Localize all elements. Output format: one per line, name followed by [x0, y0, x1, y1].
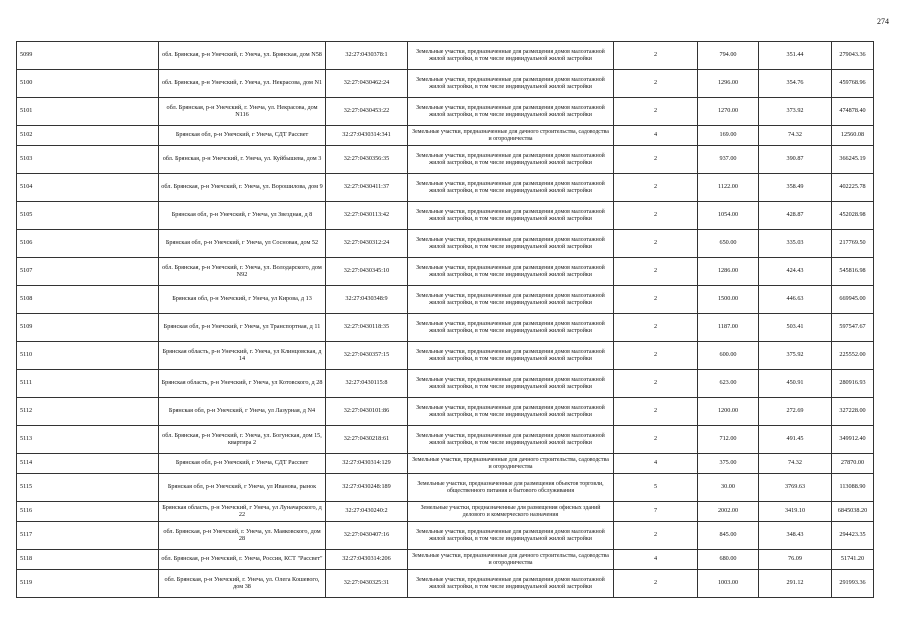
cadastral-number-cell: 32:27:0430314:341: [326, 126, 408, 146]
land-use-cell: Земельные участки, предназначенные для размещения домов малоэтажной жилой застройки, в том числе индивидуальной жилой застройки: [408, 258, 614, 286]
cadastral-number-cell: 32:27:0430314:206: [326, 550, 408, 570]
address-cell: обл. Брянская, р-н Унечский, г. Унеча, ул. Некрасова, дом N116: [159, 98, 326, 126]
land-use-cell: Земельные участки, предназначенные для размещения домов малоэтажной жилой застройки, в том числе индивидуальной жилой застройки: [408, 98, 614, 126]
specific-value-cell: 348.43: [759, 522, 832, 550]
area-cell: 1122.00: [698, 174, 759, 202]
address-cell: Брянская обл, р-н Унечский, г Унеча, ул Лазурная, д N4: [159, 398, 326, 426]
table-row: [17, 42, 874, 70]
specific-value-cell: 375.92: [759, 342, 832, 370]
land-use-cell: Земельные участки, предназначенные для размещения офисных зданий делового и коммерческого назначения: [408, 502, 614, 522]
group-cell: 2: [614, 370, 698, 398]
land-use-cell: Земельные участки, предназначенные для размещения домов малоэтажной жилой застройки, в том числе индивидуальной жилой застройки: [408, 174, 614, 202]
row-number-cell: 5116: [17, 502, 159, 522]
group-cell: 2: [614, 570, 698, 598]
area-cell: 1286.00: [698, 258, 759, 286]
group-cell: 2: [614, 342, 698, 370]
address-cell: обл. Брянская, р-н Унечский, г. Унеча, ул. Ворошилова, дом 9: [159, 174, 326, 202]
cadastral-number-cell: 32:27:0430115:8: [326, 370, 408, 398]
cadastral-value-cell: 51741.20: [832, 550, 874, 570]
land-use-cell: Земельные участки, предназначенные для размещения домов малоэтажной жилой застройки, в том числе индивидуальной жилой застройки: [408, 570, 614, 598]
cadastral-value-cell: 474878.40: [832, 98, 874, 126]
row-number-cell: 5104: [17, 174, 159, 202]
table-row: [17, 370, 874, 398]
cadastral-value-cell: 327228.00: [832, 398, 874, 426]
row-number-cell: 5102: [17, 126, 159, 146]
row-number-cell: 5105: [17, 202, 159, 230]
table-row: [17, 398, 874, 426]
table-row: [17, 474, 874, 502]
land-use-cell: Земельные участки, предназначенные для размещения объектов торговли, общественного питания и бытового обслуживания: [408, 474, 614, 502]
area-cell: 1296.00: [698, 70, 759, 98]
specific-value-cell: 450.91: [759, 370, 832, 398]
area-cell: 845.00: [698, 522, 759, 550]
group-cell: 2: [614, 146, 698, 174]
specific-value-cell: 272.69: [759, 398, 832, 426]
specific-value-cell: 424.43: [759, 258, 832, 286]
land-use-cell: Земельные участки, предназначенные для дачного строительства, садоводства и огородничества: [408, 126, 614, 146]
land-use-cell: Земельные участки, предназначенные для размещения домов малоэтажной жилой застройки, в том числе индивидуальной жилой застройки: [408, 398, 614, 426]
group-cell: 2: [614, 70, 698, 98]
specific-value-cell: 3419.10: [759, 502, 832, 522]
area-cell: 600.00: [698, 342, 759, 370]
row-number-cell: 5109: [17, 314, 159, 342]
specific-value-cell: 335.03: [759, 230, 832, 258]
specific-value-cell: 74.32: [759, 126, 832, 146]
cadastral-number-cell: 32:27:0430357:15: [326, 342, 408, 370]
cadastral-value-cell: 459768.96: [832, 70, 874, 98]
address-cell: Брянская обл, р-н Унечский, г Унеча, ул Сосновая, дом 52: [159, 230, 326, 258]
row-number-cell: 5110: [17, 342, 159, 370]
address-cell: обл. Брянская, р-н Унечский, г. Унеча, ул. Богунская, дом 15, квартира 2: [159, 426, 326, 454]
table-row: [17, 570, 874, 598]
specific-value-cell: 358.49: [759, 174, 832, 202]
land-use-cell: Земельные участки, предназначенные для дачного строительства, садоводства и огородничества: [408, 454, 614, 474]
address-cell: Брянская обл, р-н Унечский, г Унеча, СДТ Рассвет: [159, 454, 326, 474]
cadastral-value-cell: 669945.00: [832, 286, 874, 314]
area-cell: 794.00: [698, 42, 759, 70]
row-number-cell: 5112: [17, 398, 159, 426]
area-cell: 375.00: [698, 454, 759, 474]
cadastral-number-cell: 32:27:0430378:1: [326, 42, 408, 70]
address-cell: обл. Брянская, р-н Унечский, г. Унеча, ул. Некрасова, дом N1: [159, 70, 326, 98]
cadastral-value-cell: 279043.36: [832, 42, 874, 70]
table-row: [17, 426, 874, 454]
address-cell: обл. Брянская, р-н Унечский, г. Унеча, ул. Маяковского, дом 28: [159, 522, 326, 550]
cadastral-number-cell: 32:27:0430453:22: [326, 98, 408, 126]
table-row: [17, 314, 874, 342]
area-cell: 1054.00: [698, 202, 759, 230]
address-cell: обл. Брянская, р-н Унечский, г. Унеча, ул. Олега Кошевого, дом 38: [159, 570, 326, 598]
land-use-cell: Земельные участки, предназначенные для размещения домов малоэтажной жилой застройки, в том числе индивидуальной жилой застройки: [408, 230, 614, 258]
specific-value-cell: 3769.63: [759, 474, 832, 502]
cadastral-value-cell: 452028.98: [832, 202, 874, 230]
address-cell: обл. Брянская, р-н Унечский, г. Унеча, ул. Володарского, дом N92: [159, 258, 326, 286]
cadastral-value-cell: 113088.90: [832, 474, 874, 502]
group-cell: 2: [614, 258, 698, 286]
cadastral-number-cell: 32:27:0430314:129: [326, 454, 408, 474]
cadastral-number-cell: 32:27:0430345:10: [326, 258, 408, 286]
land-use-cell: Земельные участки, предназначенные для размещения домов малоэтажной жилой застройки, в том числе индивидуальной жилой застройки: [408, 522, 614, 550]
group-cell: 2: [614, 314, 698, 342]
specific-value-cell: 446.63: [759, 286, 832, 314]
cadastral-number-cell: 32:27:0430240:2: [326, 502, 408, 522]
cadastral-number-cell: 32:27:0430101:86: [326, 398, 408, 426]
cadastral-value-cell: 402225.78: [832, 174, 874, 202]
table-row: [17, 98, 874, 126]
cadastral-value-cell: 280916.93: [832, 370, 874, 398]
specific-value-cell: 491.45: [759, 426, 832, 454]
row-number-cell: 5119: [17, 570, 159, 598]
land-use-cell: Земельные участки, предназначенные для размещения домов малоэтажной жилой застройки, в том числе индивидуальной жилой застройки: [408, 342, 614, 370]
row-number-cell: 5100: [17, 70, 159, 98]
land-use-cell: Земельные участки, предназначенные для размещения домов малоэтажной жилой застройки, в том числе индивидуальной жилой застройки: [408, 314, 614, 342]
area-cell: 30.00: [698, 474, 759, 502]
specific-value-cell: 74.32: [759, 454, 832, 474]
row-number-cell: 5113: [17, 426, 159, 454]
table-row: [17, 258, 874, 286]
area-cell: 650.00: [698, 230, 759, 258]
land-use-cell: Земельные участки, предназначенные для размещения домов малоэтажной жилой застройки, в том числе индивидуальной жилой застройки: [408, 370, 614, 398]
address-cell: Брянская область, р-н Унечский, г Унеча, ул Котовского, д 28: [159, 370, 326, 398]
table-row: [17, 286, 874, 314]
specific-value-cell: 373.92: [759, 98, 832, 126]
group-cell: 2: [614, 98, 698, 126]
cadastral-value-cell: 294423.35: [832, 522, 874, 550]
page-number: 274: [877, 17, 889, 26]
group-cell: 2: [614, 174, 698, 202]
address-cell: Брянская область, р-н Унечский, г. Унеча, ул Клинцовская, д 14: [159, 342, 326, 370]
table-row: [17, 454, 874, 474]
table-row: [17, 202, 874, 230]
area-cell: 2002.00: [698, 502, 759, 522]
area-cell: 937.00: [698, 146, 759, 174]
table-row: [17, 342, 874, 370]
cadastral-number-cell: 32:27:0430356:35: [326, 146, 408, 174]
row-number-cell: 5118: [17, 550, 159, 570]
cadastral-number-cell: 32:27:0430325:31: [326, 570, 408, 598]
group-cell: 2: [614, 398, 698, 426]
area-cell: 1500.00: [698, 286, 759, 314]
row-number-cell: 5101: [17, 98, 159, 126]
row-number-cell: 5103: [17, 146, 159, 174]
cadastral-value-cell: 27870.00: [832, 454, 874, 474]
land-valuation-table: [16, 41, 874, 598]
specific-value-cell: 291.12: [759, 570, 832, 598]
table-row: [17, 126, 874, 146]
row-number-cell: 5115: [17, 474, 159, 502]
land-use-cell: Земельные участки, предназначенные для размещения домов малоэтажной жилой застройки, в том числе индивидуальной жилой застройки: [408, 70, 614, 98]
cadastral-number-cell: 32:27:0430411:37: [326, 174, 408, 202]
cadastral-value-cell: 366245.19: [832, 146, 874, 174]
specific-value-cell: 351.44: [759, 42, 832, 70]
address-cell: Брянская обл, р-н Унечский, г Унеча, ул Иванова, рынок: [159, 474, 326, 502]
group-cell: 4: [614, 550, 698, 570]
group-cell: 2: [614, 42, 698, 70]
group-cell: 2: [614, 426, 698, 454]
row-number-cell: 5107: [17, 258, 159, 286]
land-use-cell: Земельные участки, предназначенные для размещения домов малоэтажной жилой застройки, в том числе индивидуальной жилой застройки: [408, 42, 614, 70]
land-use-cell: Земельные участки, предназначенные для размещения домов малоэтажной жилой застройки, в том числе индивидуальной жилой застройки: [408, 146, 614, 174]
group-cell: 2: [614, 286, 698, 314]
row-number-cell: 5099: [17, 42, 159, 70]
cadastral-value-cell: 217769.50: [832, 230, 874, 258]
group-cell: 4: [614, 454, 698, 474]
table-body: [17, 42, 874, 598]
group-cell: 2: [614, 202, 698, 230]
group-cell: 5: [614, 474, 698, 502]
area-cell: 712.00: [698, 426, 759, 454]
cadastral-value-cell: 12560.08: [832, 126, 874, 146]
area-cell: 1187.00: [698, 314, 759, 342]
cadastral-number-cell: 32:27:0430312:24: [326, 230, 408, 258]
address-cell: Брянская обл, р-н Унечский, г Унеча, СДТ Рассвет: [159, 126, 326, 146]
table-row: [17, 70, 874, 98]
specific-value-cell: 76.09: [759, 550, 832, 570]
row-number-cell: 5108: [17, 286, 159, 314]
cadastral-number-cell: 32:27:0430248:189: [326, 474, 408, 502]
land-use-cell: Земельные участки, предназначенные для размещения домов малоэтажной жилой застройки, в том числе индивидуальной жилой застройки: [408, 426, 614, 454]
cadastral-value-cell: 349912.40: [832, 426, 874, 454]
row-number-cell: 5114: [17, 454, 159, 474]
area-cell: 680.00: [698, 550, 759, 570]
area-cell: 169.00: [698, 126, 759, 146]
address-cell: Брянская обл, р-н Унечский, г Унеча, ул Кирова, д 13: [159, 286, 326, 314]
address-cell: обл. Брянская, р-н Унечский, г. Унеча, ул. Куйбышева, дом 3: [159, 146, 326, 174]
specific-value-cell: 503.41: [759, 314, 832, 342]
area-cell: 1003.00: [698, 570, 759, 598]
cadastral-value-cell: 6845038.20: [832, 502, 874, 522]
table-row: [17, 146, 874, 174]
land-use-cell: Земельные участки, предназначенные для размещения домов малоэтажной жилой застройки, в том числе индивидуальной жилой застройки: [408, 202, 614, 230]
cadastral-number-cell: 32:27:0430462:24: [326, 70, 408, 98]
address-cell: Брянская обл, р-н Унечский, г Унеча, ул Звездная, д 8: [159, 202, 326, 230]
area-cell: 1270.00: [698, 98, 759, 126]
table-row: [17, 522, 874, 550]
specific-value-cell: 354.76: [759, 70, 832, 98]
land-use-cell: Земельные участки, предназначенные для размещения домов малоэтажной жилой застройки, в том числе индивидуальной жилой застройки: [408, 286, 614, 314]
cadastral-value-cell: 291993.36: [832, 570, 874, 598]
cadastral-number-cell: 32:27:0430118:35: [326, 314, 408, 342]
cadastral-value-cell: 225552.00: [832, 342, 874, 370]
address-cell: Брянская область, р-н Унечский, г Унеча, ул Луначарского, д 22: [159, 502, 326, 522]
cadastral-number-cell: 32:27:0430348:9: [326, 286, 408, 314]
group-cell: 2: [614, 522, 698, 550]
cadastral-value-cell: 597547.67: [832, 314, 874, 342]
row-number-cell: 5111: [17, 370, 159, 398]
specific-value-cell: 428.87: [759, 202, 832, 230]
cadastral-value-cell: 545816.98: [832, 258, 874, 286]
cadastral-number-cell: 32:27:0430407:16: [326, 522, 408, 550]
address-cell: обл. Брянская, р-н Унечский, г. Унеча, ул. Брянская, дом N58: [159, 42, 326, 70]
cadastral-number-cell: 32:27:0430218:61: [326, 426, 408, 454]
area-cell: 1200.00: [698, 398, 759, 426]
group-cell: 7: [614, 502, 698, 522]
specific-value-cell: 390.87: [759, 146, 832, 174]
land-use-cell: Земельные участки, предназначенные для дачного строительства, садоводства и огородничества: [408, 550, 614, 570]
address-cell: обл. Брянская, р-н Унечский, г. Унеча, Россия, КСТ "Рассвет": [159, 550, 326, 570]
group-cell: 2: [614, 230, 698, 258]
row-number-cell: 5106: [17, 230, 159, 258]
area-cell: 623.00: [698, 370, 759, 398]
table-row: [17, 502, 874, 522]
table-row: [17, 550, 874, 570]
cadastral-number-cell: 32:27:0430113:42: [326, 202, 408, 230]
address-cell: Брянская обл, р-н Унечский, г Унеча, ул Транспортная, д 11: [159, 314, 326, 342]
table-row: [17, 174, 874, 202]
row-number-cell: 5117: [17, 522, 159, 550]
table-row: [17, 230, 874, 258]
group-cell: 4: [614, 126, 698, 146]
